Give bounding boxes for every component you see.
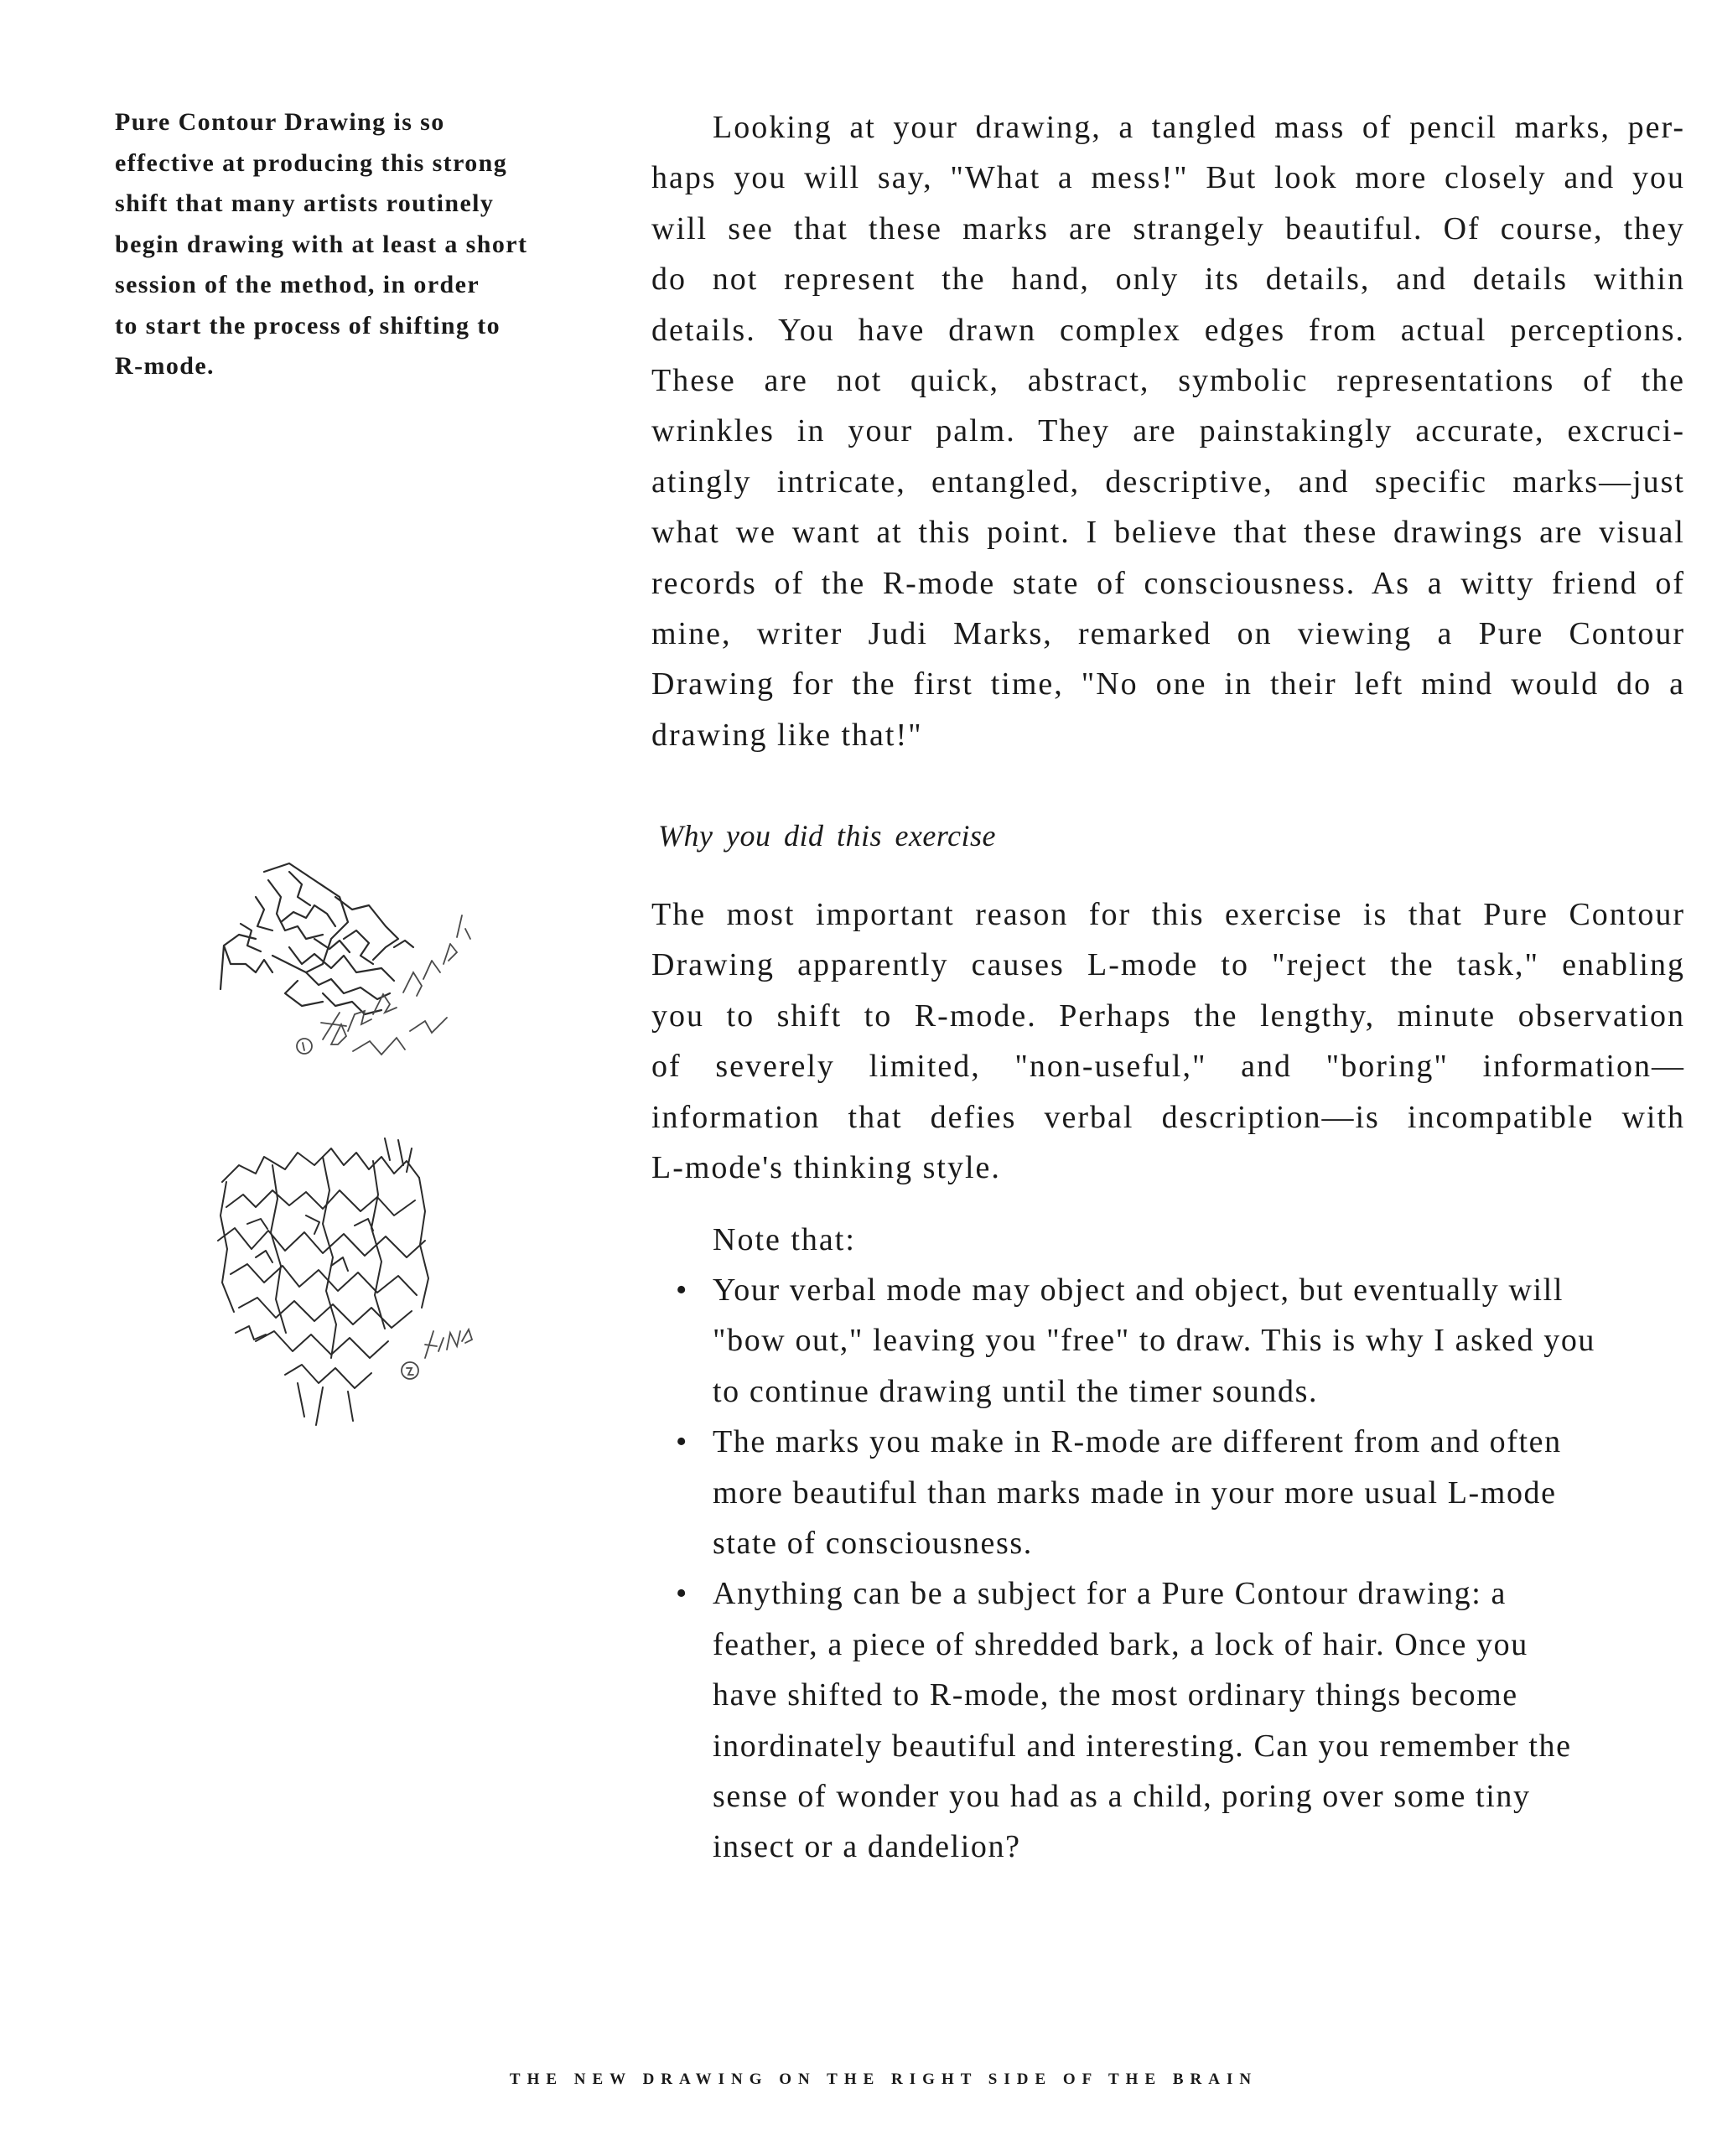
contour-drawings <box>205 847 507 1433</box>
body-text-line: records of the R-mode state of consciousness. As a witty friend of <box>651 565 1685 601</box>
sidebar-note-line: begin drawing with at least a short <box>115 230 528 258</box>
bullet-marker: • <box>676 1576 688 1612</box>
body-text-line: do not represent the hand, only its details, and details within <box>651 262 1685 298</box>
body-text-line: Drawing for the first time, "No one in their left mind would do a <box>651 666 1685 702</box>
note-bullet-list <box>676 1265 1685 1873</box>
reason-paragraph <box>651 889 1685 1193</box>
bullet-marker: • <box>676 1424 688 1460</box>
running-footer: THE NEW DRAWING ON THE RIGHT SIDE OF THE BRAIN <box>509 2070 1258 2088</box>
bullet-text-line: to continue drawing until the timer sounds. <box>713 1373 1319 1409</box>
contour-drawing-2-image <box>205 1132 482 1433</box>
section-heading: Why you did this exercise <box>658 819 997 853</box>
intro-paragraph <box>651 102 1685 760</box>
sidebar-note-line: to start the process of shifting to <box>115 311 501 339</box>
bullet-text-line: state of consciousness. <box>713 1525 1033 1561</box>
note-intro: Note that: <box>713 1222 856 1257</box>
body-text-line: These are not quick, abstract, symbolic representations of the <box>651 362 1685 398</box>
bullet-text-line: inordinately beautiful and interesting. Can you remember the <box>713 1728 1572 1764</box>
bullet-text-line: Anything can be a subject for a Pure Contour drawing: a <box>713 1576 1507 1612</box>
bullet-text-line: "bow out," leaving you "free" to draw. This is why I asked you <box>713 1323 1596 1359</box>
sidebar-note-line: R-mode. <box>115 352 215 380</box>
sidebar-note-line: shift that many artists routinely <box>115 189 495 217</box>
bullet-item <box>676 1417 1685 1568</box>
bullet-item <box>676 1265 1685 1417</box>
sidebar-note-line: effective at producing this strong <box>115 148 508 177</box>
body-text-line: haps you will say, "What a mess!" But look more closely and you <box>651 160 1685 196</box>
bullet-text-line: insect or a dandelion? <box>713 1829 1021 1865</box>
body-text-line: wrinkles in your palm. They are painstakingly accurate, excruci- <box>651 413 1685 449</box>
body-text-line: Drawing apparently causes L-mode to "reject the task," enabling <box>651 947 1685 983</box>
body-text-line: details. You have drawn complex edges from actual perceptions. <box>651 312 1685 348</box>
body-text-line: The most important reason for this exercise is that Pure Contour <box>651 897 1685 932</box>
contour-drawing-2 <box>205 1132 482 1433</box>
bullet-text-line: The marks you make in R-mode are different from and often <box>713 1424 1562 1460</box>
body-text-line: will see that these marks are strangely beautiful. Of course, they <box>651 210 1685 246</box>
body-text-line: what we want at this point. I believe that these drawings are visual <box>651 515 1685 551</box>
sidebar-note-line: session of the method, in order <box>115 271 480 298</box>
sidebar-note-line: Pure Contour Drawing is so <box>115 108 445 136</box>
body-text-line: information that defies verbal description—is incompatible with <box>651 1099 1685 1135</box>
body-text-line: of severely limited, "non-useful," and "boring" information— <box>651 1049 1685 1085</box>
bullet-text-line: have shifted to R-mode, the most ordinary things become <box>713 1677 1518 1713</box>
body-text-line: mine, writer Judi Marks, remarked on viewing a Pure Contour <box>651 615 1685 651</box>
bullet-marker: • <box>676 1272 688 1308</box>
bullet-text-line: more beautiful than marks made in your more usual L-mode <box>713 1474 1557 1511</box>
contour-drawing-1-image <box>205 847 482 1090</box>
sidebar-note <box>115 102 601 387</box>
body-text-line: drawing like that!" <box>651 717 923 753</box>
body-text-line: you to shift to R-mode. Perhaps the lengthy, minute observation <box>651 998 1685 1034</box>
body-text-line: L-mode's thinking style. <box>651 1149 1001 1185</box>
sidebar-note-text <box>115 102 601 387</box>
bullet-item <box>676 1568 1685 1872</box>
bullet-text-line: feather, a piece of shredded bark, a lock of hair. Once you <box>713 1626 1528 1662</box>
contour-drawing-1 <box>205 847 482 1090</box>
body-text-line: Looking at your drawing, a tangled mass of pencil marks, per- <box>713 110 1685 145</box>
bullet-text-line: sense of wonder you had as a child, poring over some tiny <box>713 1778 1531 1814</box>
body-text-line: atingly intricate, entangled, descriptive, and specific marks—just <box>651 464 1685 500</box>
bullet-text-line: Your verbal mode may object and object, but eventually will <box>713 1272 1564 1308</box>
